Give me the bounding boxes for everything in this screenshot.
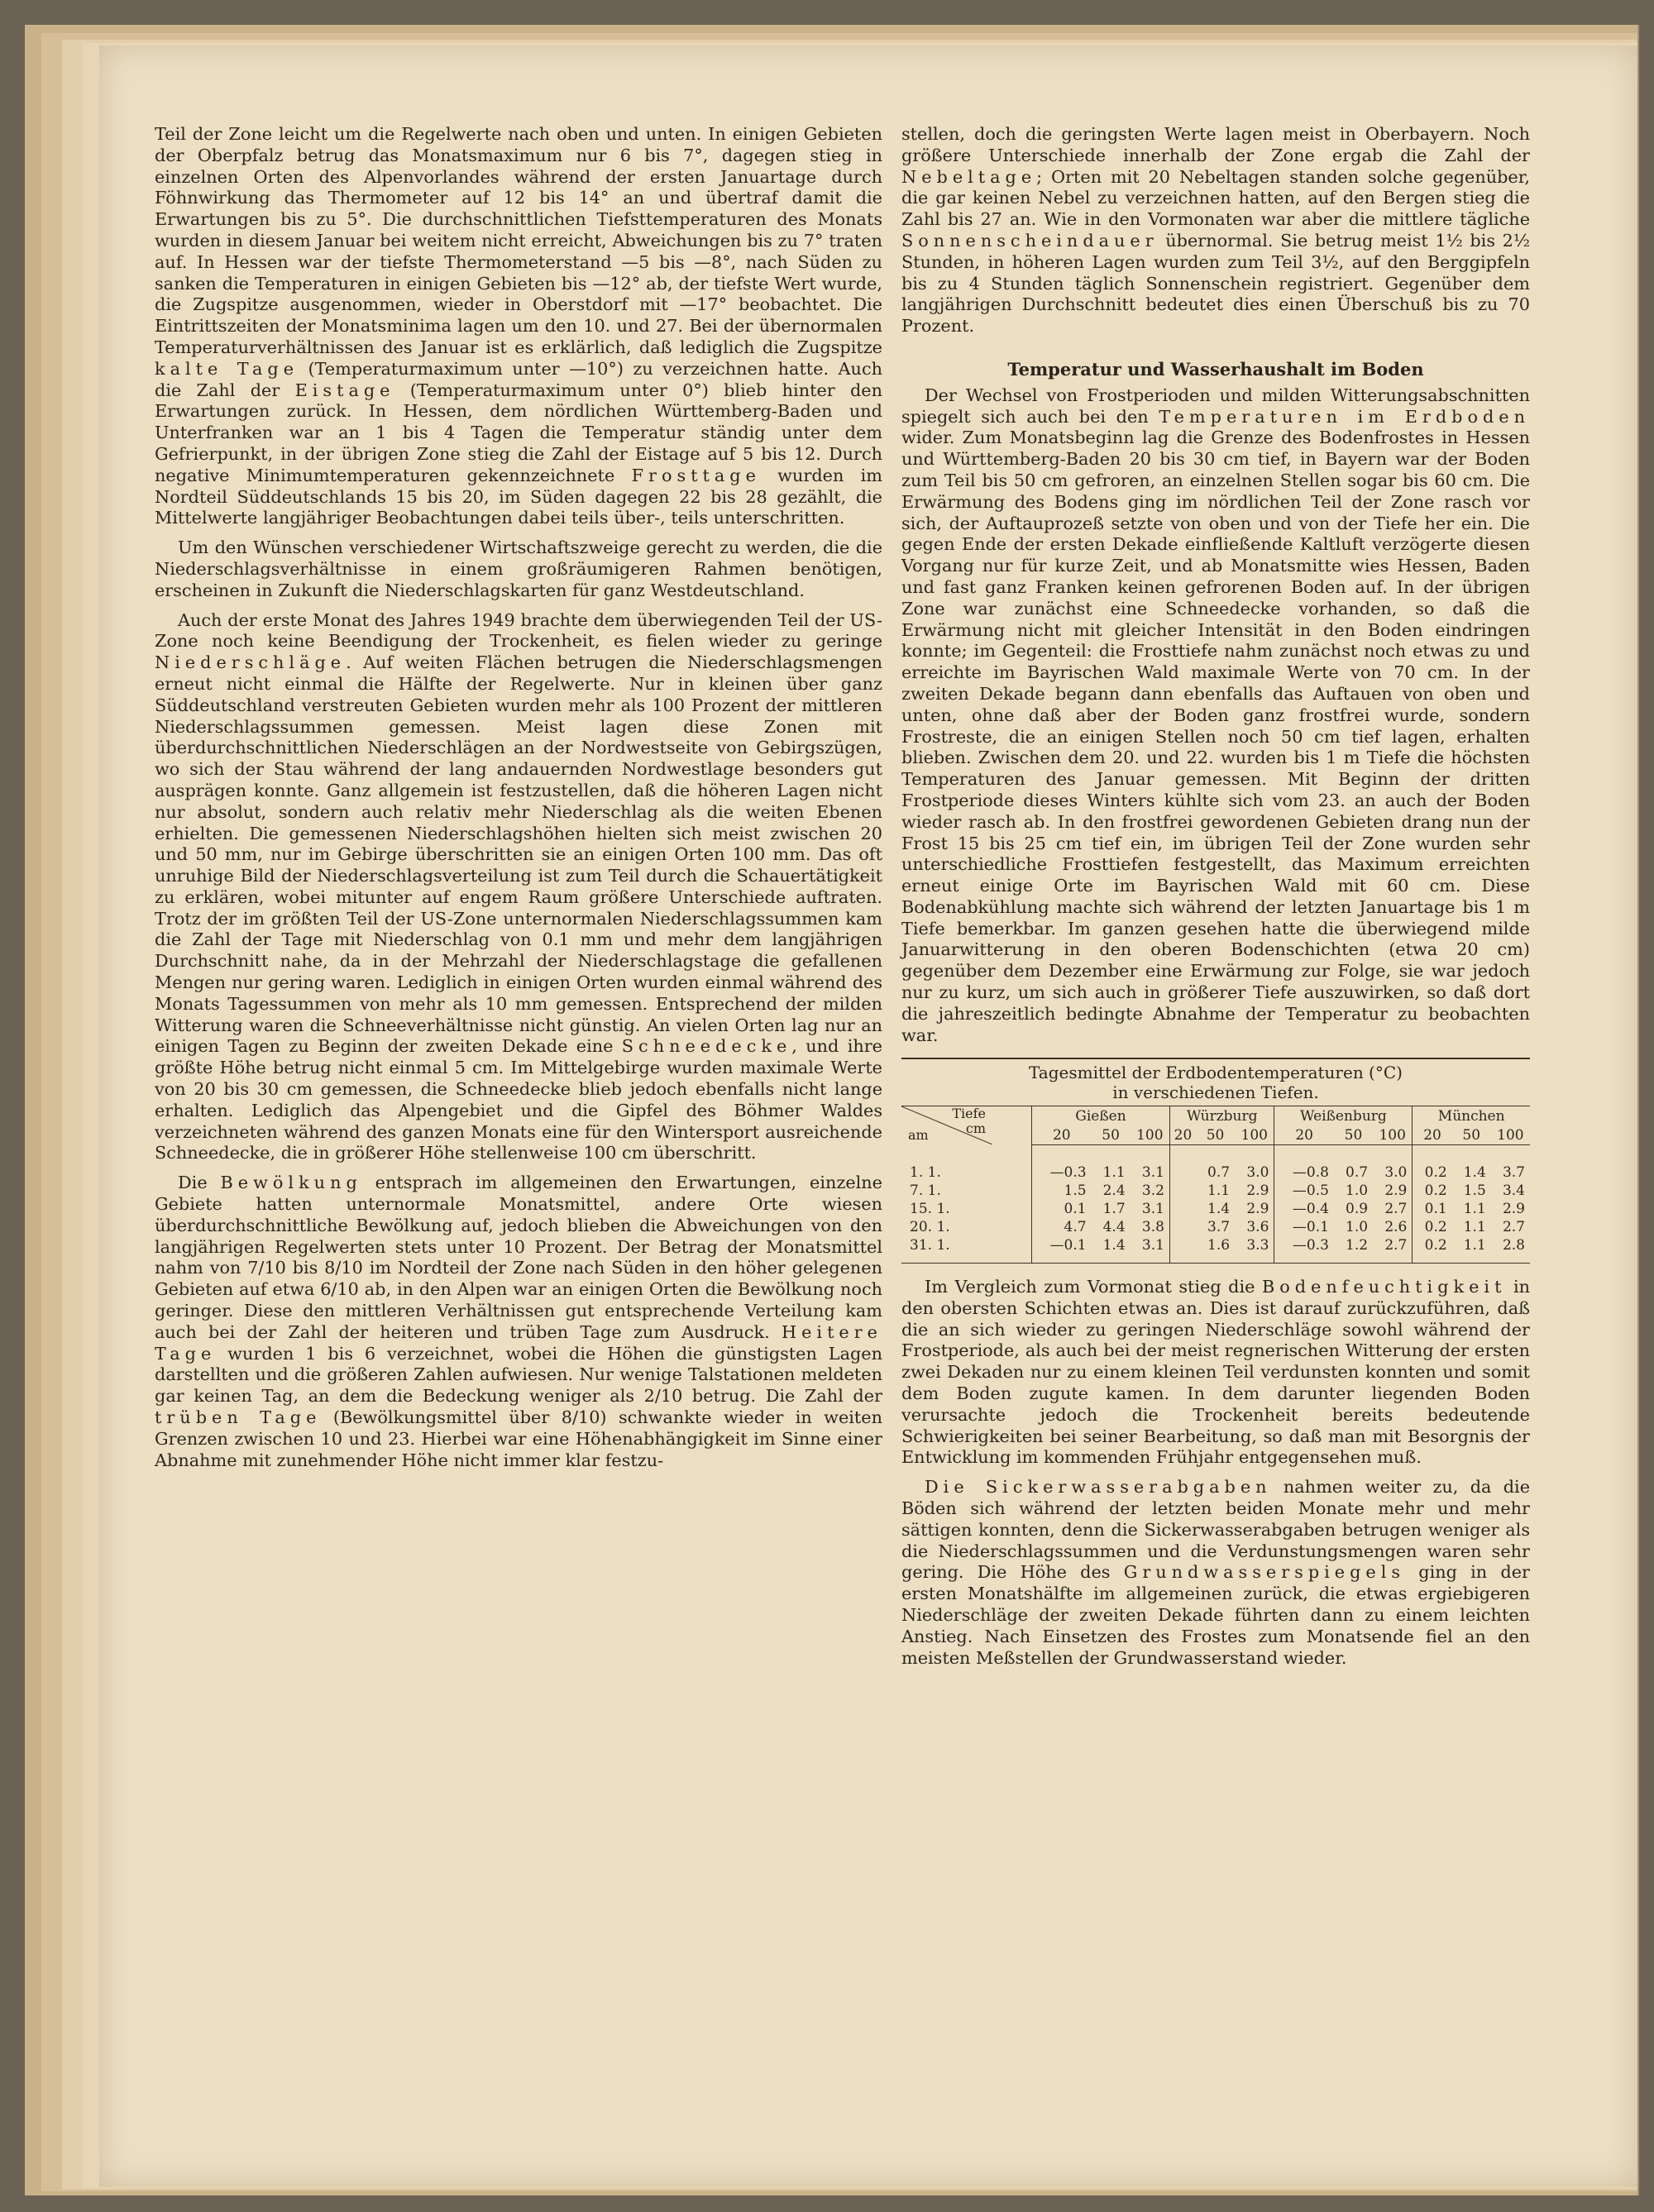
value-cell: 2.7 bbox=[1502, 1218, 1525, 1235]
value-cell: 1.1 bbox=[1452, 1236, 1491, 1264]
value-cell: 4.7 bbox=[1032, 1218, 1092, 1236]
table-row bbox=[901, 1144, 1530, 1182]
value-cell: 2.9 bbox=[1246, 1182, 1269, 1199]
value-cell: 3.1 bbox=[1141, 1200, 1164, 1217]
value-cell: 1.5 bbox=[1463, 1182, 1486, 1199]
value-cell: 0.7 bbox=[1346, 1163, 1369, 1181]
depth-header: 50 bbox=[1452, 1125, 1491, 1144]
value-cell: —0.4 bbox=[1274, 1200, 1334, 1218]
section-heading: Temperatur und Wasserhaushalt im Boden bbox=[1007, 358, 1424, 380]
paragraph-sickerwasser: Die Sickerwasserabgaben nahmen weiter zu, da die Böden sich während der letzten beiden Monate mehr und mehr sättigen konnten, denn die Sickerwasserabgaben betrugen weniger als die Niederschlagssummen und die Verdunstungsmengen waren sehr gering. Die Höhe des Grundwasserspiegels ging in der ersten Monatshälfte im allgemeinen zurück, die etwas ergiebigeren Niederschläge der zweiten Dekade führten dann zu einem leichten Anstieg. Nach Einsetzen des Frostes zum Monatsende fiel an den meisten Meßstellen der Grundwasserstand wieder. bbox=[901, 1477, 1531, 1668]
depth-header: 50 bbox=[1196, 1125, 1235, 1144]
value-cell: 1.7 bbox=[1102, 1200, 1126, 1217]
table-body bbox=[901, 1144, 1530, 1263]
date-cell: 31. 1. bbox=[901, 1236, 1032, 1264]
paragraph-nebel-sonnenschein: stellen, doch die geringsten Werte lagen meist in Oberbayern. Noch größere Unterschiede innerhalb der Zone ergab die Zahl der Nebeltage; Orten mit 20 Nebeltagen standen solche gegenüber, die gar keinen Nebel zu verzeichnen hatten, auf den Bergen stieg die Zahl bis 27 an. Wie in den Vormonaten war aber die mittlere tägliche Sonnenscheindauer übernormal. Sie betrug meist 1½ bis 2½ Stunden, in höheren Lagen wurden zum Teil 3½, auf den Berggipfeln bis zu 4 Stunden täglich Sonnenschein registriert. Gegenüber dem langjährigen Durchschnitt bedeutet dies einen Überschuß bis zu 70 Prozent. bbox=[901, 124, 1530, 337]
value-cell bbox=[1169, 1144, 1196, 1182]
date-cell: 15. 1. bbox=[910, 1200, 950, 1217]
value-cell: 3.7 bbox=[1207, 1218, 1231, 1235]
soil-temperature-table bbox=[901, 1058, 1530, 1264]
value-cell: —0.3 bbox=[1032, 1144, 1092, 1182]
value-cell bbox=[1169, 1200, 1196, 1218]
value-cell: 3.0 bbox=[1246, 1163, 1269, 1181]
value-cell: —0.3 bbox=[1274, 1236, 1334, 1264]
value-cell: 3.1 bbox=[1131, 1236, 1170, 1264]
table-row bbox=[901, 1236, 1530, 1264]
paragraph-bodenfeuchtigkeit: Im Vergleich zum Vormonat stieg die Bodenfeuchtigkeit in den obersten Schichten etwas an. Dies ist darauf zurückzuführen, daß die an sich wieder zu geringen Niederschläge sowohl während der Frostperiode, als auch bei der meist regnerischen Witterung der ersten zwei Dekaden nur zu einem kleinen Teil verdunsten konnten und somit dem Boden zugute kamen. In dem darunter liegenden Boden verursachte jedoch die Trockenheit bereits bedeutende Schwierigkeiten bei seiner Bearbeitung, so daß man mit Besorgnis der Entwicklung im kommenden Frühjahr entgegensehen muß. bbox=[901, 1276, 1530, 1468]
paragraph-bodentemperatur: Der Wechsel von Frostperioden und milden Witterungsabschnitten spiegelt sich auch bei den Temperaturen im Erdboden wider. Zum Monatsbeginn lag die Grenze des Bodenfrostes in Hessen und Württemberg-Baden 20 bis 30 cm tief, in Bayern war der Boden zum Teil bis 50 cm gefroren, an einzelnen Stellen sogar bis 60 cm. Die Erwärmung des Bodens ging im nördlichen Teil der Zone rasch vor sich, der Auftauprozeß setzte von oben und von der Tiefe her ein. Die gegen Ende der ersten Dekade einfließende Kaltluft verzögerte diesen Vorgang nur für kurze Zeit, und ab Monatsmitte wies Hessen, Baden und fast ganz Franken keinen gefrorenen Boden auf. In der übrigen Zone war zunächst eine Schneedecke vorhanden, so daß die Erwärmung nicht mit gleicher Intensität in den Boden eindringen konnte; im Gegenteil: die Frosttiefe nahm zunächst noch etwas zu und erreichte im Bayrischen Wald maximale Werte von 70 cm. In der zweiten Dekade begann dann ebenfalls das Auftauen von oben und unten, ohne daß aber der Boden ganz frostfrei wurde, sondern Frostreste, die an einigen Stellen noch 50 cm tief lagen, erhalten blieben. Zwischen dem 20. und 22. wurden bis 1 m Tiefe die höchsten Temperaturen des Januar gemessen. Mit Beginn der dritten Frostperiode dieses Winters kühlte sich vom 23. an auch der Boden wieder rasch ab. In den frostfrei gewordenen Gebieten drang nun der Frost 15 bis 25 cm tief ein, im übrigen Teil der Zone wurden sehr unterschiedliche Frosttiefen festgestellt, das Maximum erreichten erneut einige Orte im Bayrischen Wald mit 60 cm. Diese Bodenabkühlung machte sich während der letzten Januartage bis 1 m Tiefe bemerkbar. Im ganzen gesehen hatte die überwiegend milde Januarwitterung in den oberen Bodenschichten (etwa 20 cm) gegenüber dem Dezember eine Erwärmung zur Folge, sie war jedoch nur zu kurz, um sich auch in größerer Tiefe auszuwirken, so daß dort die jahreszeitlich bedingte Abnahme der Temperatur zu beobachten war. bbox=[901, 385, 1530, 1045]
value-cell: 1.4 bbox=[1463, 1163, 1486, 1181]
value-cell: 0.2 bbox=[1413, 1182, 1452, 1200]
paragraph-bewoelkung: Die Bewölkung entsprach im allgemeinen den Erwartungen, einzelne Gebiete hatten unternormale Monatsmittel, andere Orte wiesen überdurchschnittliche Bewölkung auf, jedoch blieben die Abweichungen von den langjährigen Regelwerten stets unter 10 Prozent. Der Betrag der Monatsmittel nahm von 7/10 bis 8/10 im Nordteil der Zone nach Süden in den höher gelegenen Gebieten auf etwa 6/10 ab, in den Alpen war an einigen Orten die Bewölkung noch geringer. Diese den mittleren Verhältnissen gut entsprechende Verteilung kam auch bei der Zahl der heiteren und trüben Tage zum Ausdruck. Heitere Tage wurden 1 bis 6 verzeichnet, wobei die Höhen die günstigsten Lagen darstellten und die größeren Zahlen aufwiesen. Nur wenige Talstationen meldeten gar keinen Tag, an dem die Bedeckung weniger als 2/10 betrug. Die Zahl der trüben Tage (Bewölkungsmittel über 8/10) schwankte wieder in weiten Grenzen zwischen 10 und 23. Hierbei war eine Höhenabhängigkeit im Sinne einer Abnahme mit zunehmender Höhe nicht immer klar festzu- bbox=[155, 1173, 882, 1470]
corner-cell bbox=[901, 1106, 1032, 1145]
station-header: München bbox=[1413, 1106, 1530, 1125]
value-cell bbox=[1169, 1218, 1196, 1236]
value-cell: 1.6 bbox=[1196, 1236, 1235, 1264]
table-row bbox=[901, 1200, 1530, 1218]
value-cell: 1.1 bbox=[1207, 1182, 1231, 1199]
value-cell: 4.4 bbox=[1102, 1218, 1126, 1235]
value-cell: —0.8 bbox=[1274, 1144, 1334, 1182]
value-cell: 2.8 bbox=[1491, 1236, 1530, 1264]
value-cell: 1.1 bbox=[1102, 1163, 1126, 1181]
depth-header: 20 bbox=[1274, 1125, 1334, 1144]
paragraph-niederschlag: Auch der erste Monat des Jahres 1949 brachte dem überwiegenden Teil der US-Zone noch keine Beendigung der Trockenheit, es fielen wieder zu geringe Niederschläge. Auf weiten Flächen betrugen die Niederschlagsmengen erneut nicht einmal die Hälfte der Regelwerte. Nur in kleinen über ganz Süddeutschland verstreuten Gebieten wurden mehr als 100 Prozent der mittleren Niederschlagssummen gemessen. Meist lagen diese Zonen mit überdurchschnittlichen Niederschlägen an der Nordwestseite von Gebirgszügen, wo sich der Stau während der lang andauernden Nordwestlage besonders gut ausprägen konnte. Ganz allgemein ist festzustellen, daß die höheren Lagen nicht nur absolut, sondern auch relativ mehr Niederschlag als die weiten Ebenen erhielten. Die gemessenen Niederschlagshöhen hielten sich meist zwischen 20 und 50 mm, nur im Gebirge überschritten sie an einigen Orten 100 mm. Das oft unruhige Bild der Niederschlagsverteilung ist zum Teil durch die Schauertätigkeit zu erklären, wobei mitunter auf engem Raum größere Unterschiede auftraten. Trotz der im größten Teil der US-Zone unternormalen Niederschlagssummen kam die Zahl der Tage mit Niederschlag von 0.1 mm und mehr dem langjährigen Durchschnitt nahe, da in der Mehrzahl der Niederschlagstage die gefallenen Mengen nur gering waren. Lediglich in einigen Orten wurden einmal während des Monats Tagessummen von mehr als 10 mm gemessen. Entsprechend der milden Witterung waren die Schneeverhältnisse nicht günstig. An vielen Orten lag nur an einigen Tagen zu Beginn der zweiten Dekade eine Schneedecke, und ihre größte Höhe betrug nicht einmal 5 cm. Im Mittelgebirge wurden maximale Werte von 20 bis 30 cm gemessen, die Schneedecke blieb jedoch ebenfalls nicht lange erhalten. Lediglich das Alpengebiet und die Gipfel des Böhmer Waldes verzeichneten während des ganzen Monats eine für den Wintersport ausreichende Schneedecke, die in größerer Höhe stellenweise 100 cm überschritt. bbox=[155, 609, 882, 1163]
value-cell: 0.1 bbox=[1413, 1200, 1452, 1218]
value-cell bbox=[1169, 1182, 1196, 1200]
corner-date-label: am bbox=[908, 1127, 929, 1144]
value-cell: 1.1 bbox=[1463, 1218, 1486, 1235]
value-cell: 2.9 bbox=[1502, 1200, 1525, 1217]
value-cell: —0.1 bbox=[1274, 1218, 1334, 1236]
depth-header: 100 bbox=[1373, 1125, 1413, 1144]
value-cell: 0.7 bbox=[1207, 1163, 1231, 1181]
value-cell: 0.2 bbox=[1413, 1144, 1452, 1182]
value-cell: 0.1 bbox=[1032, 1200, 1092, 1218]
value-cell: 0.2 bbox=[1413, 1236, 1452, 1264]
value-cell: 1.0 bbox=[1346, 1182, 1369, 1199]
value-cell: 0.9 bbox=[1346, 1200, 1369, 1217]
value-cell: 0.2 bbox=[1413, 1218, 1452, 1236]
paragraph-niederschlagskarten: Um den Wünschen verschiedener Wirtschaftszweige gerecht zu werden, die die Niederschlagsverhältnisse in einem großräumigeren Rahmen benötigen, erscheinen in Zukunft die Niederschlagskarten für ganz Westdeutschland. bbox=[155, 537, 882, 600]
depth-header: 100 bbox=[1235, 1125, 1274, 1144]
depth-header: 20 bbox=[1169, 1125, 1196, 1144]
depth-header: 20 bbox=[1413, 1125, 1452, 1144]
station-header: Gießen bbox=[1032, 1106, 1170, 1125]
value-cell: 3.3 bbox=[1235, 1236, 1274, 1264]
value-cell: 3.2 bbox=[1141, 1182, 1164, 1199]
value-cell: 2.6 bbox=[1384, 1218, 1408, 1235]
value-cell: 1.2 bbox=[1334, 1236, 1373, 1264]
value-cell: 2.7 bbox=[1384, 1200, 1408, 1217]
value-cell: 1.0 bbox=[1346, 1218, 1369, 1235]
data-table bbox=[901, 1106, 1530, 1264]
station-header: Weißenburg bbox=[1274, 1106, 1413, 1125]
value-cell: 3.6 bbox=[1246, 1218, 1269, 1235]
right-column bbox=[901, 124, 1530, 1677]
depth-header: 100 bbox=[1131, 1125, 1170, 1144]
corner-depth-label: Tiefe bbox=[952, 1106, 986, 1122]
value-cell: 1.1 bbox=[1463, 1200, 1486, 1217]
corner-unit-label: cm bbox=[965, 1120, 986, 1137]
value-cell bbox=[1169, 1236, 1196, 1264]
date-cell: 20. 1. bbox=[910, 1218, 950, 1235]
value-cell: 2.4 bbox=[1102, 1182, 1126, 1199]
value-cell: 3.0 bbox=[1384, 1163, 1408, 1181]
value-cell: 1.4 bbox=[1207, 1200, 1231, 1217]
paragraph-temperature: Teil der Zone leicht um die Regelwerte nach oben und unten. In einigen Gebieten der Oberpfalz betrug das Monatsmaximum nur 6 bis 7°, dagegen stieg in einzelnen Orten des Alpenvorlandes während der ersten Januartage durch Föhnwirkung das Thermometer auf 12 bis 14° an und übertraf damit die Erwartungen bis zu 5°. Die durchschnittlichen Tiefsttemperaturen des Monats wurden in diesem Januar bei weitem nicht erreicht, Abweichungen bis zu 7° traten auf. In Hessen war der tiefste Thermometerstand —5 bis —8°, nach Süden zu sanken die Temperaturen in einigen Gebieten bis —12° ab, der tiefste Wert wurde, die Zugspitze ausgenommen, wieder in Oberstdorf mit —17° beobachtet. Die Eintrittszeiten der Monatsminima lagen um den 10. und 27. Bei der übernormalen Temperaturverhältnissen des Januar ist es erklärlich, daß lediglich die Zugspitze kalte Tage (Temperaturmaximum unter —10°) zu verzeichnen hatte. Auch die Zahl der Eistage (Temperaturmaximum unter 0°) blieb hinter den Erwartungen zurück. In Hessen, dem nördlichen Württemberg-Baden und Unterfranken war an 1 bis 4 Tagen die Temperatur ständig unter dem Gefrierpunkt, in der übrigen Zone stieg die Zahl der Eistage auf 5 bis 12. Durch negative Minimumtemperaturen gekennzeichnete Frosttage wurden im Nordteil Süddeutschlands 15 bis 20, im Süden dagegen 22 bis 28 gezählt, die Mittelwerte langjähriger Beobachtungen dabei teils über-, teils unterschritten. bbox=[155, 124, 882, 528]
depth-header: 20 bbox=[1032, 1125, 1092, 1144]
value-cell: 2.9 bbox=[1384, 1182, 1408, 1199]
depth-header: 100 bbox=[1491, 1125, 1530, 1144]
value-cell: 1.5 bbox=[1032, 1182, 1092, 1200]
table-row bbox=[901, 1218, 1530, 1236]
value-cell: 3.1 bbox=[1141, 1163, 1164, 1181]
date-cell: 7. 1. bbox=[910, 1182, 941, 1199]
date-cell: 1. 1. bbox=[910, 1163, 941, 1181]
value-cell: 2.9 bbox=[1246, 1200, 1269, 1217]
depth-header: 50 bbox=[1092, 1125, 1131, 1144]
value-cell: 3.4 bbox=[1502, 1182, 1525, 1199]
value-cell: 1.4 bbox=[1092, 1236, 1131, 1264]
table-row bbox=[901, 1182, 1530, 1200]
value-cell: 3.8 bbox=[1141, 1218, 1164, 1235]
table-title: Tagesmittel der Erdbodentemperaturen (°C) in verschiedenen Tiefen. bbox=[1029, 1063, 1403, 1103]
value-cell: —0.5 bbox=[1274, 1182, 1334, 1200]
value-cell: 2.7 bbox=[1373, 1236, 1413, 1264]
station-header: Würzburg bbox=[1169, 1106, 1274, 1125]
left-column bbox=[155, 124, 882, 1479]
value-cell: —0.1 bbox=[1032, 1236, 1092, 1264]
value-cell: 3.7 bbox=[1502, 1163, 1525, 1181]
depth-header: 50 bbox=[1334, 1125, 1373, 1144]
